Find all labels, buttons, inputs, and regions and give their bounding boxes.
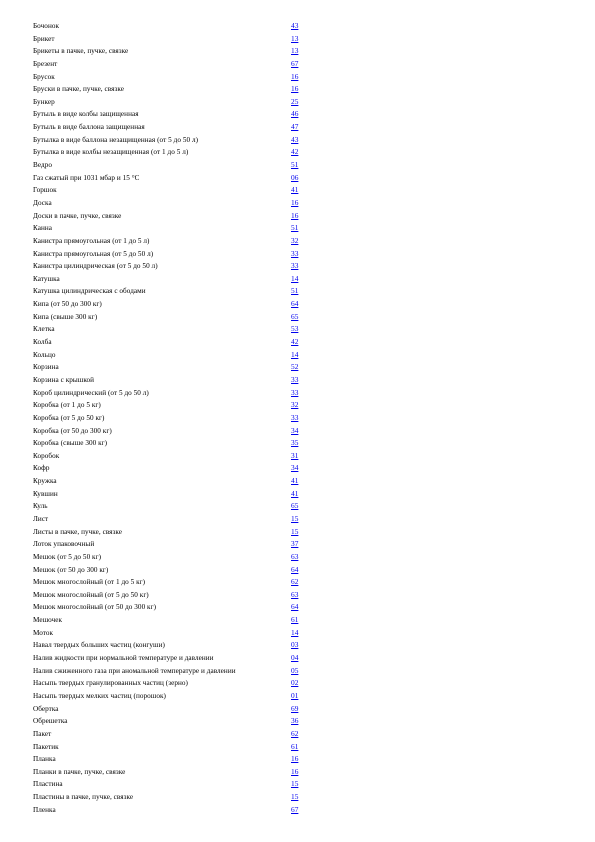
entry-name: Кольцо <box>33 350 56 359</box>
entry-name: Пакетик <box>33 742 59 751</box>
entry-code-link[interactable]: 33 <box>291 374 299 384</box>
entry-name: Брезент <box>33 59 58 68</box>
index-entry <box>33 184 313 197</box>
index-entry <box>33 298 313 311</box>
entry-name: Брусок <box>33 72 55 81</box>
entry-name: Доски в пачке, пучке, связке <box>33 211 122 220</box>
index-entry <box>33 45 313 58</box>
entry-code-link[interactable]: 16 <box>291 84 299 94</box>
index-entry <box>33 285 313 298</box>
index-entry <box>33 361 313 374</box>
entry-name: Кипа (свыше 300 кг) <box>33 312 98 321</box>
entry-code-link[interactable]: 61 <box>291 741 299 751</box>
entry-name: Катушка цилиндрическая с ободами <box>33 287 146 296</box>
entry-code-link[interactable]: 43 <box>291 21 299 30</box>
index-entry <box>33 273 313 286</box>
entry-code-link[interactable]: 36 <box>291 716 299 726</box>
index-entry <box>33 791 313 804</box>
entry-code-link[interactable]: 41 <box>291 476 299 486</box>
index-entry <box>33 311 313 324</box>
entry-name: Коробка (от 50 до 300 кг) <box>33 426 112 435</box>
entry-code-link[interactable]: 41 <box>291 488 299 498</box>
index-entry <box>33 526 313 539</box>
entry-name: Короб цилиндрический (от 5 до 50 л) <box>33 388 149 397</box>
entry-code-link[interactable]: 51 <box>291 160 299 170</box>
entry-name: Корзина с крышкой <box>33 375 95 384</box>
entry-code-link[interactable]: 01 <box>291 690 299 700</box>
entry-name: Мешок (от 50 до 300 кг) <box>33 565 109 574</box>
index-entry <box>33 652 313 665</box>
entry-code-link[interactable]: 63 <box>291 551 299 561</box>
entry-name: Колба <box>33 338 52 347</box>
entry-name: Коробка (от 1 до 5 кг) <box>33 401 101 410</box>
entry-code-link[interactable]: 42 <box>291 147 299 157</box>
entry-name: Мешок многослойный (от 1 до 5 кг) <box>33 578 146 587</box>
entry-code-link[interactable]: 51 <box>291 286 299 296</box>
index-entry <box>33 513 313 526</box>
entry-name: Корзина <box>33 363 59 372</box>
index-entry <box>33 58 313 71</box>
index-entry <box>33 83 313 96</box>
entry-code-link[interactable]: 47 <box>291 122 299 132</box>
entry-code-link[interactable]: 33 <box>291 387 299 397</box>
index-entry <box>33 728 313 741</box>
entry-code-link[interactable]: 14 <box>291 349 299 359</box>
index-entry <box>33 551 313 564</box>
index-entry <box>33 210 313 223</box>
entry-name: Мешок многослойный (от 5 до 50 кг) <box>33 590 149 599</box>
index-entry <box>33 475 313 488</box>
entry-code-link[interactable]: 62 <box>291 728 299 738</box>
index-entry <box>33 222 313 235</box>
index-entry <box>33 639 313 652</box>
entry-code-link[interactable]: 16 <box>291 197 299 207</box>
entry-name: Мешочек <box>33 616 63 625</box>
index-entry <box>33 425 313 438</box>
entry-name: Мешок многослойный (от 50 до 300 кг) <box>33 603 157 612</box>
index-entry <box>33 715 313 728</box>
index-entry <box>33 488 313 501</box>
entry-code-link[interactable]: 37 <box>291 539 299 549</box>
entry-name: Бутылка в виде колбы незащищенная (от 1 до 5 л) <box>33 148 189 157</box>
entry-code-link[interactable]: 69 <box>291 703 299 713</box>
entry-name: Канистра прямоугольная (от 1 до 5 л) <box>33 236 150 245</box>
index-entry <box>33 146 313 159</box>
entry-code-link[interactable]: 15 <box>291 779 299 789</box>
entry-code-link[interactable]: 41 <box>291 185 299 195</box>
entry-code-link[interactable]: 32 <box>291 400 299 410</box>
entry-code-link[interactable]: 13 <box>291 33 299 43</box>
index-entry <box>33 159 313 172</box>
index-entry <box>33 108 313 121</box>
index-entry <box>33 412 313 425</box>
entry-name: Канистра прямоугольная (от 5 до 50 л) <box>33 249 154 258</box>
entry-code-link[interactable]: 31 <box>291 450 299 460</box>
entry-code-link[interactable]: 65 <box>291 501 299 511</box>
entry-name: Лист <box>33 514 49 523</box>
index-entry <box>33 601 313 614</box>
entry-code-link[interactable]: 67 <box>291 58 299 68</box>
entry-name: Куль <box>33 502 48 511</box>
entry-name: Брикет <box>33 34 55 43</box>
entry-code-link[interactable]: 32 <box>291 235 299 245</box>
entry-code-link[interactable]: 65 <box>291 311 299 321</box>
entry-name: Пластины в пачке, пучке, связке <box>33 793 134 802</box>
index-entry <box>33 387 313 400</box>
entry-name: Навал твердых больших частиц (конгуши) <box>33 641 165 650</box>
index-entry <box>33 71 313 84</box>
entry-name: Ведро <box>33 161 52 170</box>
entry-name: Обертка <box>33 704 59 713</box>
entry-name: Горшок <box>33 186 57 195</box>
index-entry <box>33 690 313 703</box>
entry-name: Кофр <box>33 464 50 473</box>
index-entry <box>33 741 313 754</box>
index-entry <box>33 336 313 349</box>
index-entry <box>33 778 313 791</box>
entry-name: Газ сжатый при 1031 мбар и 15 °C <box>33 173 140 182</box>
index-entry <box>33 437 313 450</box>
entry-code-link[interactable]: 63 <box>291 589 299 599</box>
entry-code-link[interactable]: 05 <box>291 665 299 675</box>
entry-code-link[interactable]: 35 <box>291 438 299 448</box>
entry-name: Бутылка в виде баллона незащищенная (от 5 до 50 л) <box>33 135 199 144</box>
entry-code-link[interactable]: 53 <box>291 324 299 334</box>
entry-code-link[interactable]: 64 <box>291 602 299 612</box>
index-entry <box>33 20 313 33</box>
entry-code-link[interactable]: 16 <box>291 754 299 764</box>
entry-code-link[interactable]: 15 <box>291 526 299 536</box>
entry-name: Бункер <box>33 97 55 106</box>
index-entry <box>33 576 313 589</box>
index-entry <box>33 134 313 147</box>
entry-code-link[interactable]: 06 <box>291 172 299 182</box>
index-entry <box>33 538 313 551</box>
entry-code-link[interactable]: 04 <box>291 653 299 663</box>
index-entry <box>33 462 313 475</box>
entry-code-link[interactable]: 61 <box>291 615 299 625</box>
entry-name: Доска <box>33 198 52 207</box>
index-entry <box>33 323 313 336</box>
entry-name: Обрешетка <box>33 717 68 726</box>
entry-code-link[interactable]: 34 <box>291 463 299 473</box>
packaging-index-list <box>33 20 313 816</box>
entry-name: Пластина <box>33 780 63 789</box>
entry-code-link[interactable]: 15 <box>291 513 299 523</box>
entry-code-link[interactable]: 25 <box>291 96 299 106</box>
entry-name: Пленка <box>33 805 56 814</box>
entry-code-link[interactable]: 33 <box>291 261 299 271</box>
index-entry <box>33 374 313 387</box>
entry-name: Кружка <box>33 477 57 486</box>
index-entry <box>33 804 313 817</box>
index-entry <box>33 172 313 185</box>
entry-code-link[interactable]: 67 <box>291 804 299 814</box>
entry-name: Бутыль в виде колбы защищенная <box>33 110 139 119</box>
entry-code-link[interactable]: 51 <box>291 223 299 233</box>
entry-code-link[interactable]: 46 <box>291 109 299 119</box>
entry-code-link[interactable]: 16 <box>291 71 299 81</box>
index-entry <box>33 677 313 690</box>
entry-name: Планка <box>33 755 56 764</box>
entry-name: Катушка <box>33 274 60 283</box>
entry-code-link[interactable]: 64 <box>291 299 299 309</box>
entry-name: Налив сжиженного газа при аномальной температуре и давлении <box>33 666 236 675</box>
index-entry <box>33 665 313 678</box>
entry-name: Кувшин <box>33 489 58 498</box>
entry-code-link[interactable]: 34 <box>291 425 299 435</box>
entry-code-link[interactable]: 16 <box>291 210 299 220</box>
entry-name: Бочонок <box>33 22 60 30</box>
entry-name: Клетка <box>33 325 55 334</box>
entry-name: Брикеты в пачке, пучке, связке <box>33 47 129 56</box>
index-entry <box>33 627 313 640</box>
index-entry <box>33 753 313 766</box>
index-entry <box>33 96 313 109</box>
entry-code-link[interactable]: 14 <box>291 627 299 637</box>
index-entry <box>33 614 313 627</box>
entry-code-link[interactable]: 33 <box>291 412 299 422</box>
entry-code-link[interactable]: 64 <box>291 564 299 574</box>
entry-name: Листы в пачке, пучке, связке <box>33 527 123 536</box>
index-entry <box>33 589 313 602</box>
entry-name: Канистра цилиндрическая (от 5 до 50 л) <box>33 262 158 271</box>
entry-name: Коробка (от 5 до 50 кг) <box>33 413 105 422</box>
index-entry <box>33 349 313 362</box>
index-entry <box>33 500 313 513</box>
entry-code-link[interactable]: 43 <box>291 134 299 144</box>
index-entry <box>33 564 313 577</box>
entry-name: Канна <box>33 224 53 233</box>
index-entry <box>33 248 313 261</box>
index-entry <box>33 121 313 134</box>
entry-name: Пакет <box>33 729 52 738</box>
entry-name: Насыпь твердых мелких частиц (порошок) <box>33 691 166 700</box>
entry-name: Коробка (свыше 300 кг) <box>33 439 108 448</box>
entry-name: Коробок <box>33 451 60 460</box>
index-entry <box>33 33 313 46</box>
entry-code-link[interactable]: 15 <box>291 792 299 802</box>
index-entry <box>33 703 313 716</box>
index-entry <box>33 235 313 248</box>
index-entry <box>33 197 313 210</box>
entry-code-link[interactable]: 03 <box>291 640 299 650</box>
entry-code-link[interactable]: 16 <box>291 766 299 776</box>
entry-code-link[interactable]: 13 <box>291 46 299 56</box>
entry-code-link[interactable]: 14 <box>291 273 299 283</box>
entry-code-link[interactable]: 33 <box>291 248 299 258</box>
entry-name: Мешок (от 5 до 50 кг) <box>33 552 102 561</box>
index-entry <box>33 766 313 779</box>
entry-name: Бруски в пачке, пучке, связке <box>33 85 124 94</box>
entry-name: Насыпь твердых гранулированных частиц (зерно) <box>33 679 188 688</box>
entry-name: Налив жидкости при нормальной температуре и давлении <box>33 654 214 663</box>
entry-name: Лоток упаковочный <box>33 540 95 549</box>
entry-name: Кипа (от 50 до 300 кг) <box>33 300 102 309</box>
index-entry <box>33 260 313 273</box>
index-entry <box>33 399 313 412</box>
entry-code-link[interactable]: 52 <box>291 362 299 372</box>
entry-name: Моток <box>33 628 54 637</box>
entry-name: Планки в пачке, пучке, связке <box>33 767 126 776</box>
entry-name: Бутыль в виде баллона защищенная <box>33 123 145 132</box>
entry-code-link[interactable]: 62 <box>291 577 299 587</box>
entry-code-link[interactable]: 42 <box>291 337 299 347</box>
index-entry <box>33 450 313 463</box>
entry-code-link[interactable]: 02 <box>291 678 299 688</box>
